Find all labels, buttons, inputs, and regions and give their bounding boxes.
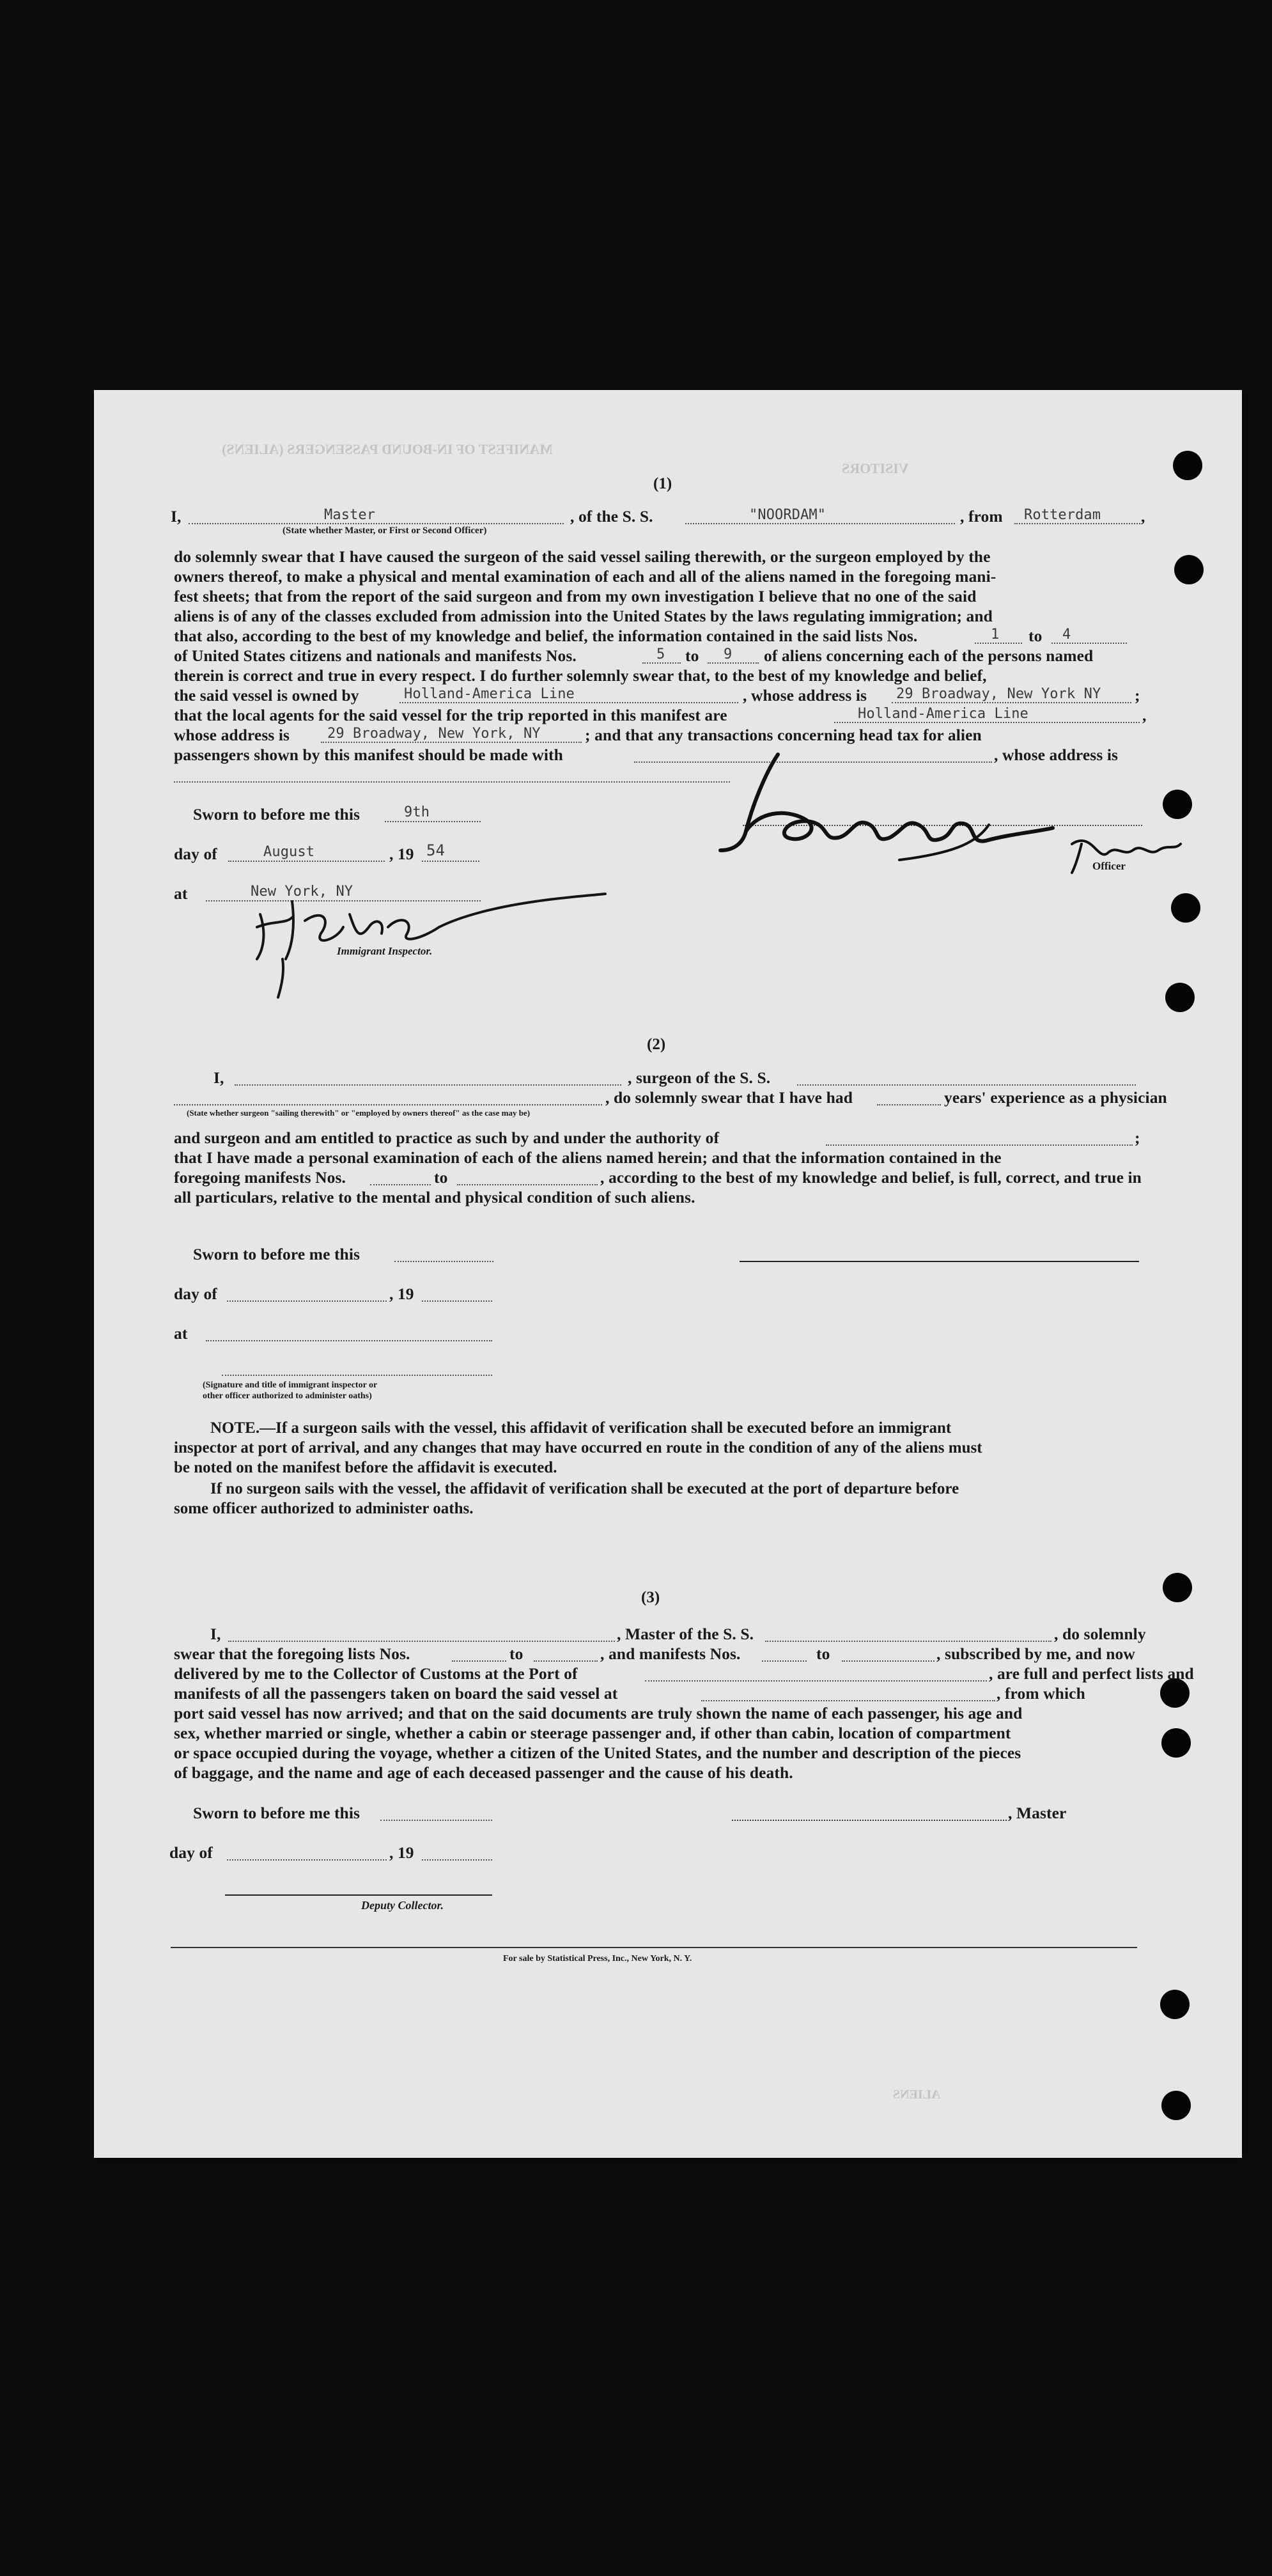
- section3-line: of baggage, and the name and age of each deceased passenger and the cause of his death.: [174, 1763, 793, 1782]
- sig-caption-line: other officer authorized to administer oaths): [203, 1391, 372, 1401]
- oath-line: whose address is: [174, 726, 290, 744]
- deputy-signature-line: [225, 1894, 492, 1896]
- master-label: , Master: [1008, 1804, 1067, 1822]
- surgeon-line: that I have made a personal examination of each of the aliens named herein; and that the information contained in the: [174, 1148, 1002, 1167]
- oath-line: that the local agents for the said vessel for the trip reported in this manifest are: [174, 706, 727, 724]
- section-number: (1): [653, 475, 672, 492]
- note-line: inspector at port of arrival, and any changes that may have occurred en route in the condition of any of the aliens must: [174, 1439, 982, 1456]
- at-label: at: [174, 1324, 188, 1343]
- section3-text: , and manifests Nos.: [600, 1644, 741, 1663]
- punctuation: ,: [1141, 507, 1145, 526]
- surgeon-to-fill: [457, 1184, 598, 1185]
- punch-hole: [1161, 1728, 1191, 1758]
- section3-text: swear that the foregoing lists Nos.: [174, 1644, 410, 1663]
- s3-manifest-to-fill: [842, 1660, 935, 1662]
- surgeon-oath: years' experience as a physician: [944, 1088, 1167, 1107]
- section3-text: , Master of the S. S.: [617, 1625, 754, 1643]
- oath-line: that also, according to the best of my knowledge and belief, the information contained in the said lists Nos.: [174, 627, 918, 645]
- punch-hole: [1163, 1573, 1192, 1602]
- sworn-day-fill: [394, 1261, 493, 1262]
- officer-caption: Officer: [1092, 860, 1126, 872]
- sworn-label: Sworn to before me this: [193, 805, 361, 824]
- section3-line: manifests of all the passengers taken on board the said vessel at: [174, 1684, 618, 1703]
- punch-hole: [1165, 983, 1195, 1012]
- to-label: to: [816, 1644, 830, 1663]
- month-value: August: [263, 844, 315, 860]
- agents-value: Holland-America Line: [858, 706, 1028, 722]
- section3-text: , do solemnly: [1054, 1625, 1146, 1643]
- authority-fill: [826, 1144, 1133, 1146]
- to-label: to: [1028, 627, 1043, 645]
- day-of-label: day of: [169, 1843, 213, 1862]
- s3-list-to-fill: [534, 1660, 598, 1662]
- inspector-signature: [247, 889, 605, 978]
- ship-name: "NOORDAM": [749, 507, 826, 523]
- head-tax-address-fill: [174, 781, 730, 783]
- inspector-signature-fill: [222, 1375, 492, 1376]
- sworn-label: Sworn to before me this: [193, 1245, 361, 1263]
- surgeon-name-fill: [235, 1084, 621, 1086]
- section3-text: delivered by me to the Collector of Customs at the Port of: [174, 1664, 578, 1683]
- year-fill: [422, 861, 479, 862]
- owner-address-value: 29 Broadway, New York NY: [896, 686, 1101, 702]
- oath-text: , whose address is: [743, 686, 867, 705]
- inspector-caption: Immigrant Inspector.: [337, 945, 433, 957]
- month-fill: [227, 1300, 387, 1302]
- from-port: Rotterdam: [1024, 507, 1101, 523]
- port-fill: [645, 1680, 987, 1682]
- to-label: to: [434, 1168, 448, 1187]
- section3-text: , from which: [997, 1684, 1085, 1703]
- section3-ship-fill: [765, 1641, 1051, 1642]
- at-label: at: [174, 884, 188, 903]
- note-line: NOTE.—If a surgeon sails with the vessel, this affidavit of verification shall be executed before an immigrant: [210, 1419, 952, 1437]
- surgeon-oath: , do solemnly swear that I have had: [605, 1088, 853, 1107]
- year-prefix: , 19: [389, 845, 414, 863]
- surgeon-signature-line: [740, 1261, 1139, 1262]
- section3-intro: I,: [210, 1625, 221, 1643]
- master-title-value: Master: [324, 507, 376, 523]
- manifest-from-value: 5: [656, 646, 665, 662]
- years-fill: [877, 1104, 941, 1105]
- sworn-day-fill: [385, 821, 481, 822]
- surgeon-intro: I,: [213, 1068, 224, 1087]
- to-label: to: [509, 1644, 524, 1663]
- sworn-day-fill: [380, 1820, 492, 1821]
- oath-text: ; and that any transactions concerning head tax for alien: [585, 726, 982, 744]
- sig-caption: [203, 1380, 446, 1401]
- place-fill: [206, 1340, 492, 1341]
- owner-value: Holland-America Line: [404, 686, 575, 702]
- note-line: some officer authorized to administer oaths.: [174, 1500, 474, 1517]
- master-fill-line: [189, 523, 564, 524]
- oath-line: owners thereof, to make a physical and mental examination of each and all of the aliens named in the foregoing mani-: [174, 567, 997, 586]
- manifest-affidavit-page: [94, 390, 1242, 2158]
- punch-hole: [1174, 555, 1204, 584]
- sworn-day-value: 9th: [404, 804, 430, 820]
- surgeon-type-fill: [174, 1104, 602, 1105]
- manifest-to-fill: [708, 662, 759, 664]
- oath-line: therein is correct and true in every respect. I do further solemnly swear that, to the best of my knowledge and belief,: [174, 666, 987, 685]
- year-prefix-text: 19: [397, 845, 414, 863]
- section3-text: , are full and perfect lists and: [989, 1664, 1194, 1683]
- surgeon-line: foregoing manifests Nos.: [174, 1168, 346, 1187]
- master-signature: [708, 748, 1193, 876]
- oath-line: fest sheets; that from the report of the said surgeon and from my own investigation I believe that no one of the said: [174, 587, 977, 605]
- month-fill: [227, 1859, 387, 1861]
- punch-hole: [1160, 1990, 1190, 2019]
- bleed-through-text: VISITORS: [842, 460, 909, 476]
- footer-text: For sale by Statistical Press, Inc., New York, N. Y.: [503, 1954, 692, 1963]
- manifest-to-value: 9: [724, 646, 733, 662]
- to-label: to: [685, 646, 699, 665]
- year-prefix: , 19: [389, 1284, 414, 1303]
- s3-list-from-fill: [452, 1660, 506, 1662]
- day-of-label: day of: [174, 1284, 217, 1303]
- punctuation: ,: [1142, 706, 1147, 724]
- master-caption: (State whether Master, or First or Second Officer): [283, 526, 487, 536]
- master-signature-fill: [732, 1820, 1007, 1821]
- agents-address-value: 29 Broadway, New York, NY: [327, 726, 541, 742]
- year-fill: [422, 1859, 492, 1861]
- oath-text: of aliens concerning each of the persons named: [764, 646, 1094, 665]
- year-value: 54: [426, 841, 446, 859]
- section3-text: , subscribed by me, and now: [936, 1644, 1135, 1663]
- master-name-fill: [228, 1641, 615, 1642]
- sig-caption-line: (Signature and title of immigrant inspector or: [203, 1380, 378, 1390]
- list-from-value: 1: [991, 627, 1000, 643]
- day-of-label: day of: [174, 845, 217, 863]
- section3-line: port said vessel has now arrived; and that on the said documents are truly shown the name of each passenger, his age and: [174, 1704, 1023, 1722]
- surgeon-line: , according to the best of my knowledge and belief, is full, correct, and true in: [600, 1168, 1142, 1187]
- oath-line: do solemnly swear that I have caused the surgeon of the said vessel sailing therewith, or the surgeon employed by the: [174, 547, 991, 566]
- footer-rule: [171, 1947, 1137, 1948]
- list-to-value: 4: [1062, 627, 1071, 643]
- note-line: be noted on the manifest before the affidavit is executed.: [174, 1459, 557, 1476]
- oath-text: , whose address is: [994, 745, 1119, 764]
- punch-hole: [1173, 451, 1202, 480]
- oath-line: the said vessel is owned by: [174, 686, 359, 705]
- oath-line: aliens is of any of the classes excluded from admission into the United States by the laws regulating immigration; and: [174, 607, 993, 625]
- section-number: (3): [641, 1589, 660, 1606]
- bleed-through-text: ALIENS: [893, 2088, 941, 2102]
- bleed-through-text: MANIFEST OF IN-BOUND PASSENGERS (ALIENS): [222, 441, 553, 457]
- section3-line: sex, whether married or single, whether a cabin or steerage passenger and, if other than cabin, location of compartment: [174, 1724, 1011, 1742]
- oath-line: of United States citizens and nationals and manifests Nos.: [174, 646, 577, 665]
- year-prefix: , 19: [389, 1843, 414, 1862]
- punctuation: ;: [1135, 686, 1140, 705]
- s3-manifest-from-fill: [762, 1660, 807, 1662]
- note-line: If no surgeon sails with the vessel, the affidavit of verification shall be executed at the port of departure before: [210, 1480, 959, 1497]
- deputy-caption: Deputy Collector.: [361, 1899, 444, 1912]
- section3-line: or space occupied during the voyage, whether a citizen of the United States, and the number and description of the pieces: [174, 1744, 1021, 1762]
- year-prefix-text: 19: [397, 1843, 414, 1862]
- boarding-port-fill: [701, 1700, 995, 1701]
- surgeon-from-fill: [370, 1184, 431, 1185]
- surgeon-caption: (State whether surgeon "sailing therewith" or "employed by owners thereof" as the case may be): [187, 1108, 531, 1118]
- surgeon-line: and surgeon and am entitled to practice as such by and under the authority of: [174, 1128, 720, 1147]
- punctuation: ;: [1135, 1128, 1140, 1147]
- place-value: New York, NY: [251, 884, 353, 900]
- year-fill: [422, 1300, 492, 1302]
- ship-label: , of the S. S.: [570, 507, 653, 526]
- oath-intro: I,: [171, 507, 182, 526]
- surgeon-line: all particulars, relative to the mental and physical condition of such aliens.: [174, 1188, 695, 1206]
- year-prefix-text: 19: [397, 1284, 414, 1303]
- surgeon-label: , surgeon of the S. S.: [628, 1068, 771, 1087]
- punch-hole: [1171, 893, 1200, 923]
- from-label: , from: [960, 507, 1003, 526]
- sworn-label: Sworn to before me this: [193, 1804, 361, 1822]
- surgeon-ship-fill: [797, 1084, 1136, 1086]
- section-number: (2): [647, 1036, 666, 1053]
- oath-line: passengers shown by this manifest should be made with: [174, 745, 563, 764]
- punch-hole: [1161, 2091, 1191, 2120]
